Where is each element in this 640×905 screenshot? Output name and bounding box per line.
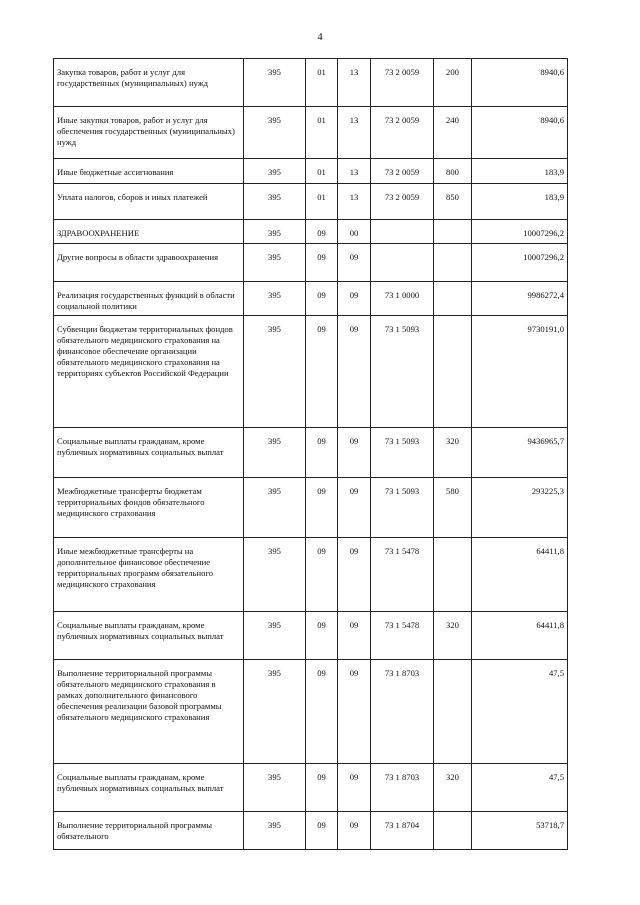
row-name-cell: Социальные выплаты гражданам, кроме публичных нормативных социальных выплат [54,428,244,478]
budget-table [53,58,568,850]
target-article-cell: 73 1 5478 [371,538,434,612]
expense-type-cell: 320 [434,764,472,812]
target-article-cell: 73 1 8703 [371,764,434,812]
ministry-code-cell: 395 [244,612,306,660]
expense-type-cell [434,220,472,244]
amount-cell: 47,5 [472,764,568,812]
target-article-cell: 73 1 5093 [371,428,434,478]
row-name-cell: Закупка товаров, работ и услуг для государственных (муниципальных) нужд [54,59,244,107]
amount-cell: 8940,6 [472,59,568,107]
subsection-code-cell: 09 [338,316,371,428]
table-row [54,220,568,244]
amount-cell: 9436965,7 [472,428,568,478]
table-row [54,184,568,220]
amount-cell: 8940,6 [472,107,568,159]
target-article-cell: 73 2 0059 [371,159,434,184]
target-article-cell [371,220,434,244]
section-code-cell: 09 [306,316,338,428]
amount-cell: 53718,7 [472,812,568,850]
expense-type-cell [434,538,472,612]
section-code-cell: 09 [306,244,338,282]
amount-cell: 183,9 [472,159,568,184]
table-row [54,59,568,107]
subsection-code-cell: 09 [338,428,371,478]
subsection-code-cell: 13 [338,184,371,220]
subsection-code-cell: 09 [338,282,371,316]
target-article-cell: 73 1 8703 [371,660,434,764]
expense-type-cell: 240 [434,107,472,159]
ministry-code-cell: 395 [244,282,306,316]
expense-type-cell [434,282,472,316]
subsection-code-cell: 00 [338,220,371,244]
subsection-code-cell: 09 [338,660,371,764]
section-code-cell: 01 [306,59,338,107]
table-row [54,107,568,159]
table-row [54,812,568,850]
target-article-cell: 73 1 5478 [371,612,434,660]
table-row [54,660,568,764]
ministry-code-cell: 395 [244,107,306,159]
ministry-code-cell: 395 [244,660,306,764]
row-name-cell: Иные закупки товаров, работ и услуг для обеспечения государственных (муниципальных) нужд [54,107,244,159]
target-article-cell [371,244,434,282]
ministry-code-cell: 395 [244,59,306,107]
table-row [54,764,568,812]
subsection-code-cell: 09 [338,244,371,282]
amount-cell: 64411,8 [472,538,568,612]
row-name-cell: Иные бюджетные ассигнования [54,159,244,184]
ministry-code-cell: 395 [244,478,306,538]
subsection-code-cell: 13 [338,107,371,159]
budget-table-body [54,59,568,850]
amount-cell: 10007296,2 [472,220,568,244]
row-name-cell: Социальные выплаты гражданам, кроме публичных нормативных социальных выплат [54,764,244,812]
section-code-cell: 09 [306,282,338,316]
target-article-cell: 73 1 5093 [371,478,434,538]
table-row [54,478,568,538]
subsection-code-cell: 09 [338,538,371,612]
target-article-cell: 73 1 0000 [371,282,434,316]
row-name-cell: Выполнение территориальной программы обязательного медицинского страхования в рамках дополнительного финансового обеспечения реализации базовой программы обязательного медицинского страхования [54,660,244,764]
ministry-code-cell: 395 [244,764,306,812]
table-row [54,316,568,428]
target-article-cell: 73 2 0059 [371,107,434,159]
section-code-cell: 01 [306,107,338,159]
ministry-code-cell: 395 [244,812,306,850]
section-code-cell: 01 [306,159,338,184]
target-article-cell: 73 2 0059 [371,59,434,107]
table-row [54,159,568,184]
row-name-cell: ЗДРАВООХРАНЕНИЕ [54,220,244,244]
amount-cell: 293225,3 [472,478,568,538]
ministry-code-cell: 395 [244,428,306,478]
row-name-cell: Выполнение территориальной программы обязательного [54,812,244,850]
expense-type-cell: 320 [434,612,472,660]
amount-cell: 64411,8 [472,612,568,660]
table-row [54,538,568,612]
row-name-cell: Уплата налогов, сборов и иных платежей [54,184,244,220]
subsection-code-cell: 13 [338,59,371,107]
ministry-code-cell: 395 [244,244,306,282]
expense-type-cell: 320 [434,428,472,478]
target-article-cell: 73 1 8704 [371,812,434,850]
section-code-cell: 01 [306,184,338,220]
table-row [54,612,568,660]
ministry-code-cell: 395 [244,159,306,184]
section-code-cell: 09 [306,428,338,478]
expense-type-cell [434,812,472,850]
expense-type-cell [434,660,472,764]
target-article-cell: 73 2 0059 [371,184,434,220]
subsection-code-cell: 09 [338,764,371,812]
expense-type-cell: 580 [434,478,472,538]
table-row [54,244,568,282]
subsection-code-cell: 13 [338,159,371,184]
amount-cell: 10007296,2 [472,244,568,282]
section-code-cell: 09 [306,812,338,850]
row-name-cell: Реализация государственных функций в области социальной политики [54,282,244,316]
section-code-cell: 09 [306,220,338,244]
target-article-cell: 73 1 5093 [371,316,434,428]
amount-cell: 9730191,0 [472,316,568,428]
table-row [54,428,568,478]
row-name-cell: Межбюджетные трансферты бюджетам территориальных фондов обязательного медицинского страхования [54,478,244,538]
expense-type-cell: 800 [434,159,472,184]
section-code-cell: 09 [306,660,338,764]
section-code-cell: 09 [306,478,338,538]
row-name-cell: Иные межбюджетные трансферты на дополнительное финансовое обеспечение территориальных программ обязательного медицинского страхования [54,538,244,612]
row-name-cell: Субвенции бюджетам территориальных фондов обязательного медицинского страхования на финансовое обеспечение организации обязательного медицинского страхования на территориях субъектов Российской Федерации [54,316,244,428]
amount-cell: 183,9 [472,184,568,220]
section-code-cell: 09 [306,538,338,612]
subsection-code-cell: 09 [338,612,371,660]
subsection-code-cell: 09 [338,812,371,850]
page-number: 4 [317,32,323,43]
expense-type-cell [434,244,472,282]
ministry-code-cell: 395 [244,220,306,244]
subsection-code-cell: 09 [338,478,371,538]
table-row [54,282,568,316]
ministry-code-cell: 395 [244,184,306,220]
expense-type-cell: 200 [434,59,472,107]
expense-type-cell: 850 [434,184,472,220]
amount-cell: 47,5 [472,660,568,764]
ministry-code-cell: 395 [244,538,306,612]
section-code-cell: 09 [306,764,338,812]
row-name-cell: Другие вопросы в области здравоохранения [54,244,244,282]
amount-cell: 9986272,4 [472,282,568,316]
row-name-cell: Социальные выплаты гражданам, кроме публичных нормативных социальных выплат [54,612,244,660]
section-code-cell: 09 [306,612,338,660]
ministry-code-cell: 395 [244,316,306,428]
expense-type-cell [434,316,472,428]
